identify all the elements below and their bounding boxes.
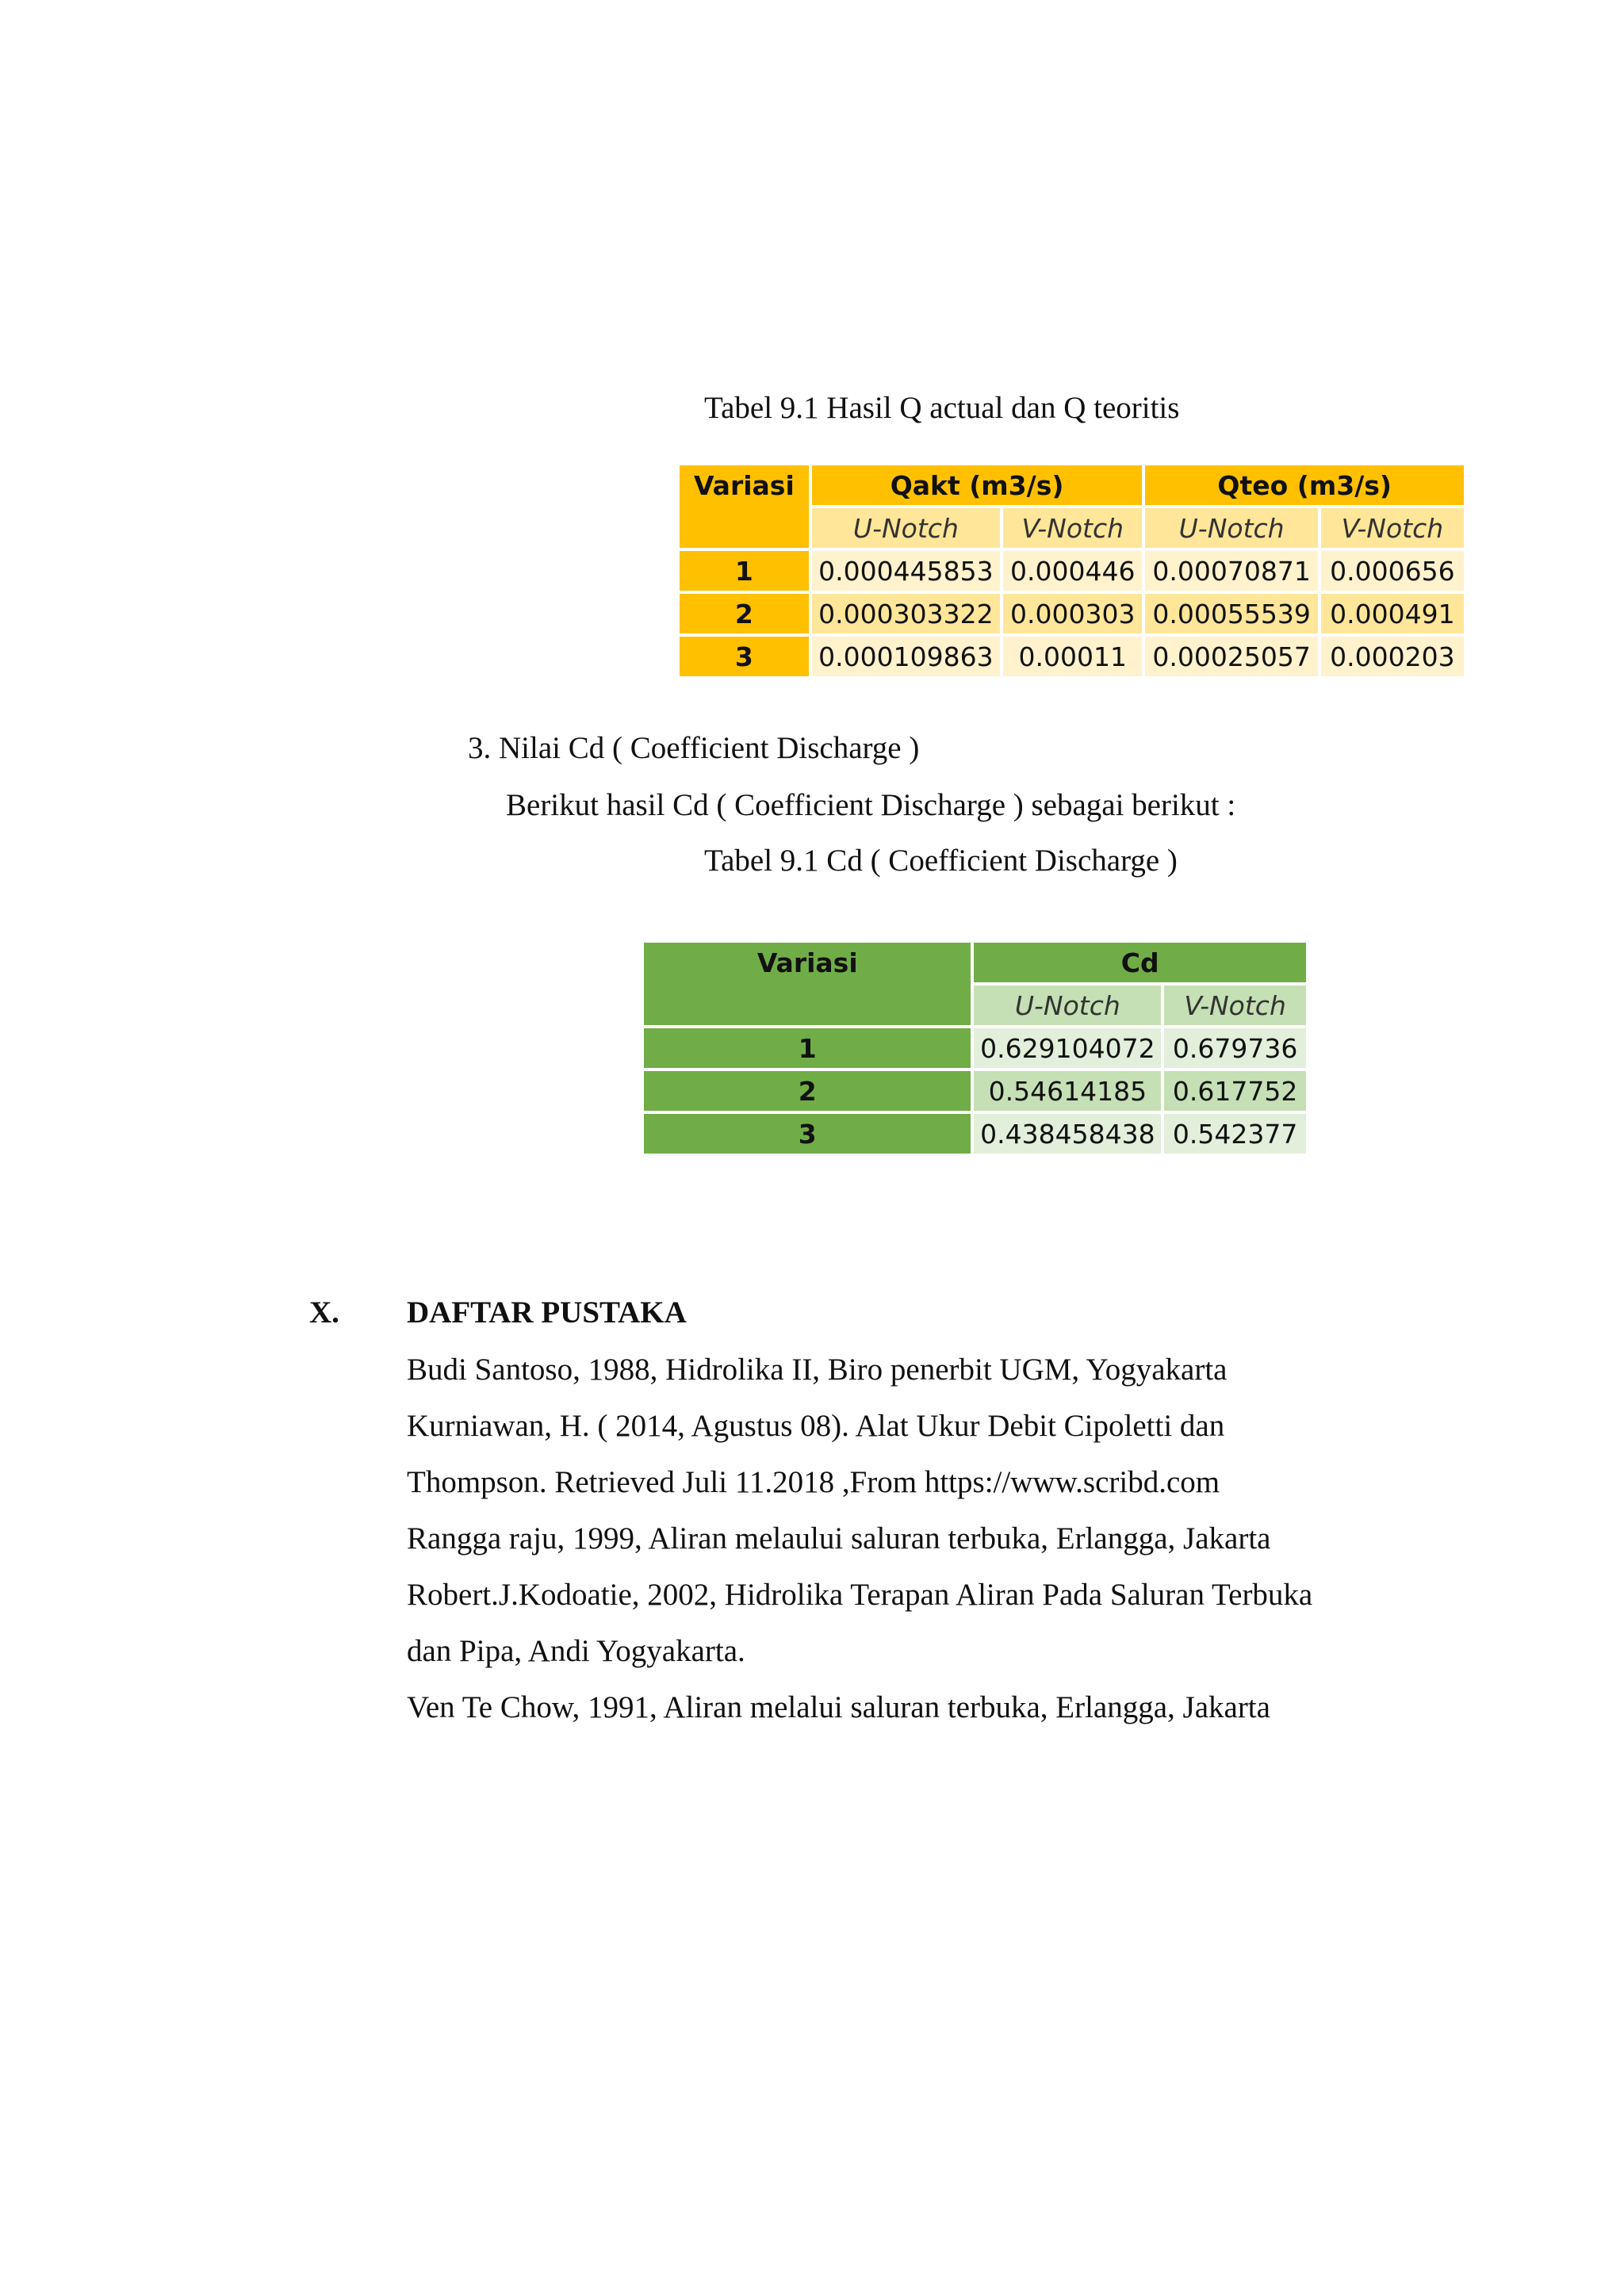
reference-line: Robert.J.Kodoatie, 2002, Hidrolika Terapan Aliran Pada Saluran Terbuka — [407, 1578, 1313, 1612]
table-row — [642, 1112, 1308, 1155]
cell-value: 0.679736 — [1162, 1027, 1308, 1070]
cell-value: 0.54614185 — [972, 1070, 1162, 1112]
cell-value: 0.00011 — [1002, 635, 1143, 678]
row-label: 2 — [678, 592, 810, 635]
reference-line: Rangga raju, 1999, Aliran melaului saluran terbuka, Erlangga, Jakarta — [407, 1521, 1271, 1556]
cell-value: 0.000656 — [1320, 549, 1465, 592]
row-label: 1 — [678, 549, 810, 592]
subheader-v-notch: V-Notch — [1320, 507, 1465, 549]
cell-value: 0.617752 — [1162, 1070, 1308, 1112]
cd-table — [641, 939, 1309, 1157]
cd-header: Cd — [972, 941, 1308, 984]
row-label: 3 — [642, 1112, 972, 1155]
subheader-u-notch: U-Notch — [810, 507, 1002, 549]
subheader-v-notch: V-Notch — [1162, 984, 1308, 1027]
references-number: X. — [309, 1295, 339, 1330]
row-label: 1 — [642, 1027, 972, 1070]
subheader-u-notch: U-Notch — [1143, 507, 1319, 549]
cell-value: 0.542377 — [1162, 1112, 1308, 1155]
variasi-header: Variasi — [642, 941, 972, 1027]
subheader-v-notch: V-Notch — [1002, 507, 1143, 549]
reference-line: Ven Te Chow, 1991, Aliran melalui saluran terbuka, Erlangga, Jakarta — [407, 1690, 1270, 1724]
cell-value: 0.000109863 — [810, 635, 1002, 678]
table-row — [642, 1027, 1308, 1070]
cell-value: 0.000445853 — [810, 549, 1002, 592]
reference-line: Budi Santoso, 1988, Hidrolika II, Biro penerbit UGM, Yogyakarta — [407, 1353, 1228, 1387]
section-heading: 3. Nilai Cd ( Coefficient Discharge ) — [468, 731, 920, 765]
qteo-header: Qteo (m3/s) — [1143, 464, 1465, 507]
cell-value: 0.438458438 — [972, 1112, 1162, 1155]
cell-value: 0.000491 — [1320, 592, 1465, 635]
table2-caption: Tabel 9.1 Cd ( Coefficient Discharge ) — [704, 844, 1178, 878]
cell-value: 0.00025057 — [1143, 635, 1319, 678]
reference-line: Kurniawan, H. ( 2014, Agustus 08). Alat Ukur Debit Cipoletti dan — [407, 1409, 1225, 1443]
qakt-header: Qakt (m3/s) — [810, 464, 1144, 507]
row-label: 2 — [642, 1070, 972, 1112]
row-label: 3 — [678, 635, 810, 678]
references-title: DAFTAR PUSTAKA — [407, 1295, 687, 1330]
cell-value: 0.000446 — [1002, 549, 1143, 592]
cell-value: 0.000303 — [1002, 592, 1143, 635]
cell-value: 0.629104072 — [972, 1027, 1162, 1070]
section-intro: Berikut hasil Cd ( Coefficient Discharge ) sebagai berikut : — [506, 788, 1236, 822]
variasi-header: Variasi — [678, 464, 810, 549]
cell-value: 0.00055539 — [1143, 592, 1319, 635]
table-row — [678, 549, 1465, 592]
table-row — [678, 635, 1465, 678]
table-row — [642, 1070, 1308, 1112]
cell-value: 0.000203 — [1320, 635, 1465, 678]
cell-value: 0.00070871 — [1143, 549, 1319, 592]
table1-caption: Tabel 9.1 Hasil Q actual dan Q teoritis — [704, 391, 1180, 425]
reference-line: Thompson. Retrieved Juli 11.2018 ,From https://www.scribd.com — [407, 1465, 1220, 1499]
table-row — [678, 592, 1465, 635]
q-results-table — [676, 462, 1467, 679]
cell-value: 0.000303322 — [810, 592, 1002, 635]
reference-line: dan Pipa, Andi Yogyakarta. — [407, 1634, 745, 1668]
subheader-u-notch: U-Notch — [972, 984, 1162, 1027]
